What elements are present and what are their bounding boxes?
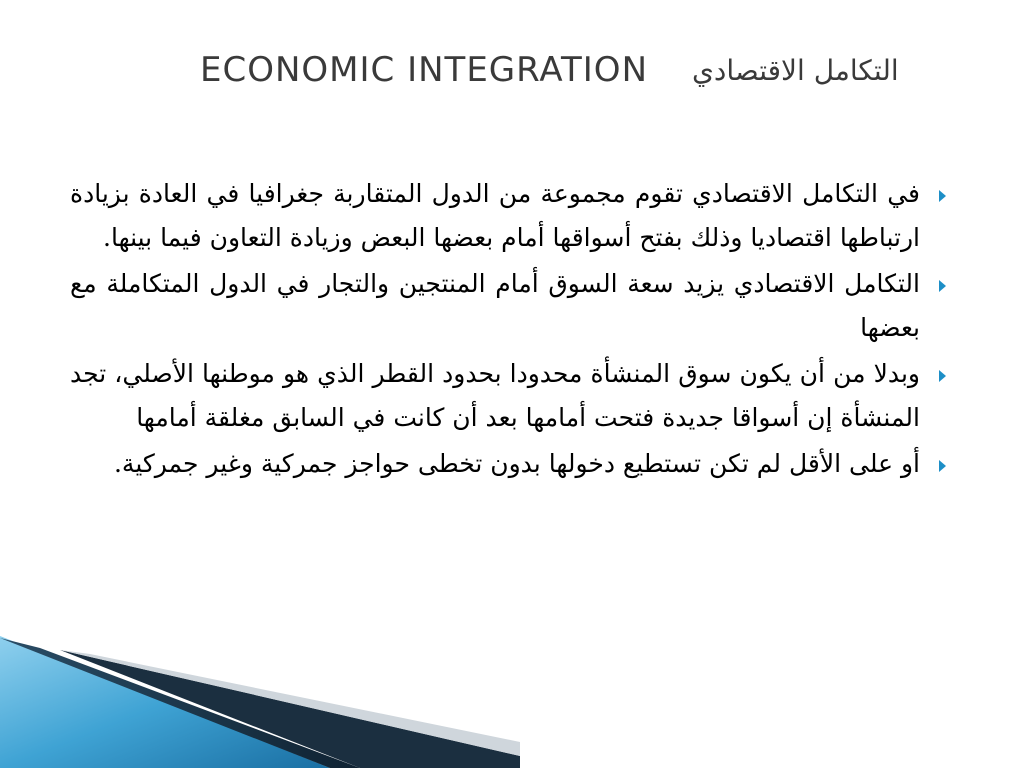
triangle-right-icon [939,370,946,382]
triangle-right-icon [939,190,946,202]
list-item [70,442,950,486]
title-english: ECONOMIC INTEGRATION [200,50,649,90]
bullet-text: في التكامل الاقتصادي تقوم مجموعة من الدول المتقاربة جغرافيا في العادة بزيادة ارتباطها اقتصاديا وذلك بفتح أسواقها أمام بعضها البعض وزيادة التعاون فيما بينها. [70,179,920,252]
bullet-text: وبدلا من أن يكون سوق المنشأة محدودا بحدود القطر الذي هو موطنها الأصلي، تجد المنشأة إن أسواقا جديدة فتحت أمامها بعد أن كانت في السابق مغلقة أمامها [70,359,920,432]
list-item [70,352,950,440]
decorative-wave [0,628,520,768]
title-arabic: التكامل الاقتصادي [692,53,899,87]
wave-light-shape [0,636,330,768]
triangle-right-icon [939,280,946,292]
bullet-text: التكامل الاقتصادي يزيد سعة السوق أمام المنتجين والتجار في الدول المتكاملة مع بعضها [70,269,920,342]
bullet-text: أو على الأقل لم تكن تستطيع دخولها بدون تخطى حواجز جمركية وغير جمركية. [113,449,920,478]
wave-dark-stripe [60,650,520,768]
wave-grey-stripe [60,650,520,756]
list-item [70,262,950,350]
bullet-list [70,172,950,488]
wave-dark-shape [0,638,360,768]
triangle-right-icon [939,460,946,472]
slide-title [200,40,980,100]
list-item [70,172,950,260]
